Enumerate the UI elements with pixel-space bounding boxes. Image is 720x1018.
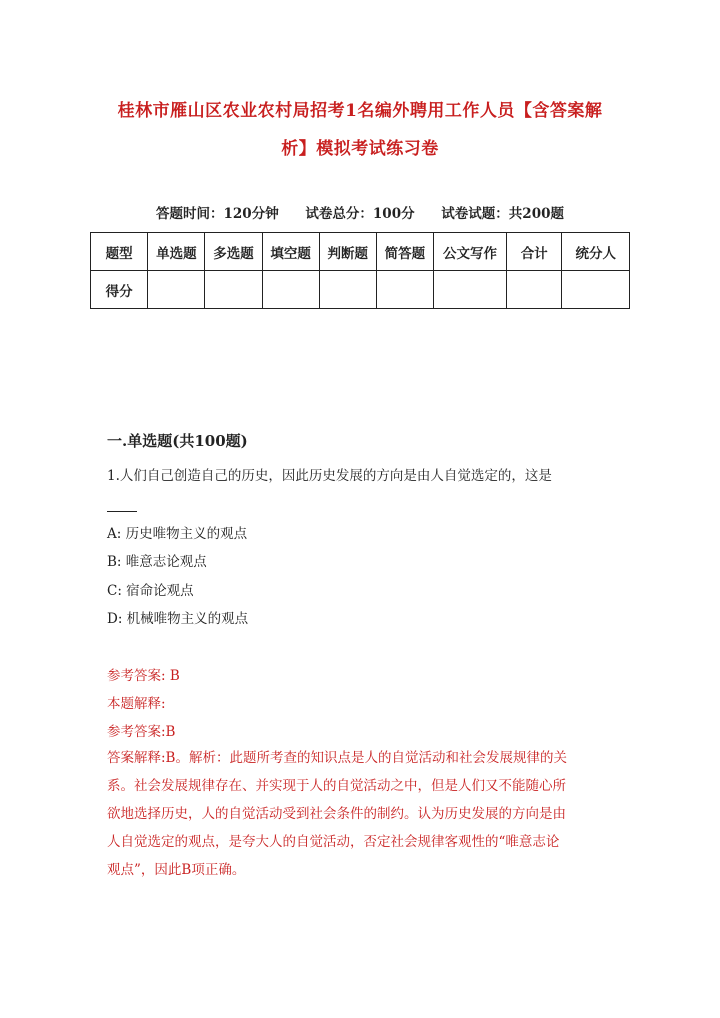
- exam-question-count: 试卷试题：共200题: [441, 206, 564, 222]
- option-b: B: 唯意志论观点: [107, 554, 207, 570]
- explanation-line: 欲地选择历史，人的自觉活动受到社会条件的制约。认为历史发展的方向是由: [107, 806, 566, 822]
- table-header-cell: 题型: [91, 233, 148, 271]
- option-c: C: 宿命论观点: [107, 583, 194, 599]
- answer-blank-line: [107, 511, 137, 512]
- score-cell: [148, 271, 205, 309]
- score-cell: [262, 271, 319, 309]
- score-cell: [433, 271, 506, 309]
- explanation-line: 观点”，因此B项正确。: [107, 862, 246, 878]
- explanation-line: 答案解释:B。解析：此题所考查的知识点是人的自觉活动和社会发展规律的关: [107, 750, 567, 766]
- table-header-cell: 判断题: [319, 233, 376, 271]
- score-cell: [506, 271, 561, 309]
- score-cell: [562, 271, 630, 309]
- explanation-label: 本题解释:: [107, 696, 166, 712]
- section-title: 一.单选题(共100题): [107, 432, 248, 450]
- score-row-label: 得分: [91, 271, 148, 309]
- table-header-cell: 多选题: [205, 233, 262, 271]
- option-d: D: 机械唯物主义的观点: [107, 611, 249, 627]
- table-header-cell: 填空题: [262, 233, 319, 271]
- exam-time: 答题时间：120分钟: [156, 206, 279, 222]
- document-title-line-2: 析】模拟考试练习卷: [281, 139, 439, 159]
- exam-total-score: 试卷总分：100分: [305, 206, 415, 222]
- explanation-line: 人自觉选定的观点，是夸大人的自觉活动，否定社会规律客观性的“唯意志论: [107, 834, 560, 850]
- table-header-cell: 简答题: [376, 233, 433, 271]
- score-table-score-row: [91, 271, 630, 309]
- score-table: [90, 232, 630, 309]
- question-text: 1.人们自己创造自己的历史，因此历史发展的方向是由人自觉选定的，这是: [107, 468, 552, 484]
- table-header-cell: 合计: [506, 233, 561, 271]
- score-cell: [376, 271, 433, 309]
- option-a: A: 历史唯物主义的观点: [107, 526, 248, 542]
- reference-answer-2: 参考答案:B: [107, 724, 176, 740]
- table-header-cell: 统分人: [562, 233, 630, 271]
- table-header-cell: 公文写作: [433, 233, 506, 271]
- reference-answer: 参考答案: B: [107, 668, 180, 684]
- score-table-header-row: [91, 233, 630, 271]
- document-title-line-1: 桂林市雁山区农业农村局招考1名编外聘用工作人员【含答案解: [117, 101, 603, 121]
- table-header-cell: 单选题: [148, 233, 205, 271]
- score-cell: [205, 271, 262, 309]
- exam-info: [0, 202, 720, 222]
- answer-explanation: [107, 744, 617, 884]
- score-cell: [319, 271, 376, 309]
- explanation-line: 系。社会发展规律存在、并实现于人的自觉活动之中，但是人们又不能随心所: [107, 778, 566, 794]
